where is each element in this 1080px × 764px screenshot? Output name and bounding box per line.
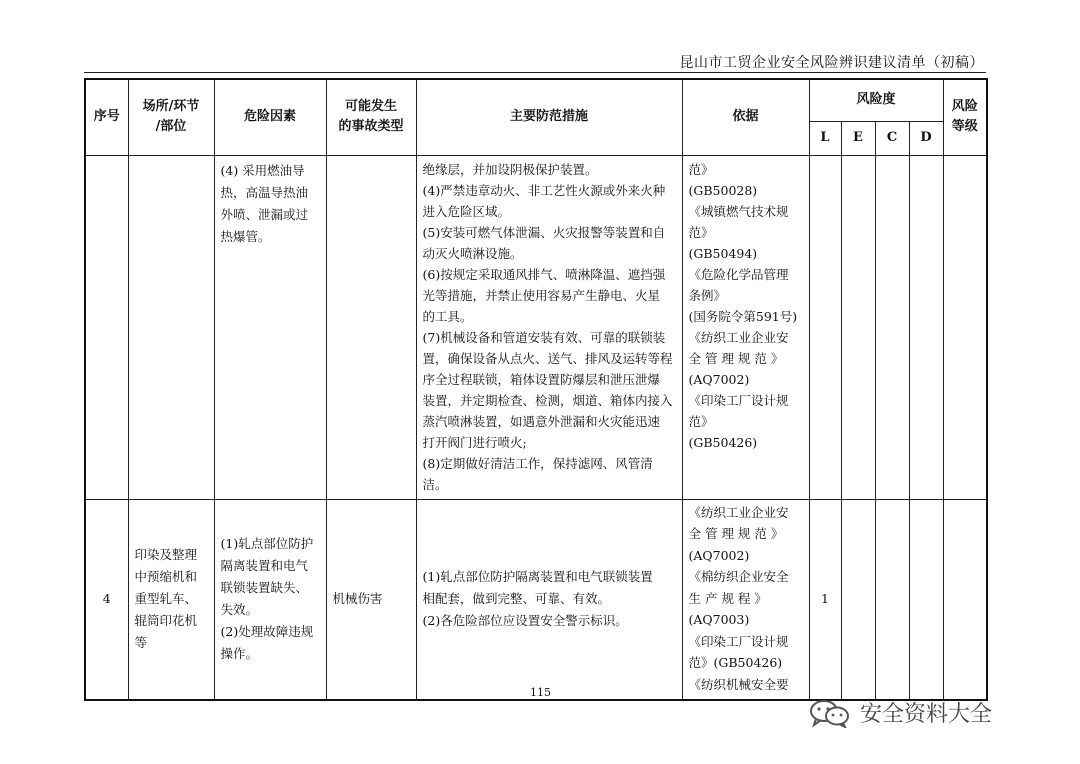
header-measures: 主要防范措施: [416, 79, 682, 155]
cell-place: [129, 156, 214, 164]
watermark-text: 安全资料大全: [860, 702, 993, 727]
cell-L: 1: [821, 591, 829, 607]
cell-serial: [86, 156, 128, 164]
cell-L: [810, 156, 841, 164]
cell-basis: 范》 (GB50028) 《城镇燃气技术规 范》 (GB50494) 《危险化学品管理 条例》 (国务院令第591号) 《纺织工业企业安 全 管 理 规 范 》 (AQ7002) 《印染工厂设计规 范》 (GB50426): [688, 161, 798, 450]
cell-hazard: (4) 采用燃油导 热，高温导热油 外喷、泄漏或过 热爆管。: [220, 162, 309, 244]
header-L: L: [809, 121, 841, 155]
header-basis: 依据: [682, 79, 809, 155]
cell-basis: 《纺织工业企业安 全 管 理 规 范 》 (AQ7002) 《棉纺织企业安全 生 产 规 程 》 (AQ7003) 《印染工厂设计规 范》(GB50426) 《纺织机械安全要: [688, 504, 789, 692]
cell-C: [876, 156, 909, 164]
cell-risk-level: [944, 156, 987, 164]
cell-D: [910, 156, 943, 164]
header-serial: 序号: [85, 79, 128, 155]
cell-accident-type: [327, 156, 416, 164]
watermark: [808, 697, 992, 728]
risk-table: [84, 78, 988, 701]
header-place: 场所/环节 /部位: [128, 79, 214, 155]
header-D: D: [909, 121, 943, 155]
document-header-title: 昆山市工贸企业安全风险辨识建议清单（初稿）: [679, 55, 984, 71]
cell-E: [842, 595, 875, 603]
header-divider: [84, 72, 986, 73]
page-number: 115: [530, 686, 551, 699]
table-row: [85, 499, 987, 700]
cell-place: 印染及整理 中预缩机和 重型轧车、 辊筒印花机 等: [134, 547, 198, 651]
header-hazard: 危险因素: [214, 79, 326, 155]
header-C: C: [875, 121, 909, 155]
header-E: E: [841, 121, 875, 155]
cell-measures: (1)轧点部位防护隔离装置和电气联锁装置 相配套，做到完整、可靠、有效。 (2)各危险部位应设置安全警示标识。: [422, 569, 653, 629]
header-risk-degree: 风险度: [809, 79, 943, 121]
header-risk-level: 风险 等级: [943, 79, 987, 155]
cell-risk-level: [944, 595, 987, 603]
wechat-icon: [808, 698, 852, 728]
header-accident-type: 可能发生 的事故类型: [326, 79, 416, 155]
table-row: [85, 155, 987, 499]
cell-accident-type: 机械伤害: [332, 591, 383, 607]
cell-serial: 4: [102, 591, 111, 607]
cell-E: [842, 156, 875, 164]
cell-hazard: (1)轧点部位防护 隔离装置和电气 联锁装置缺失、 失效。 (2)处理故障违规 操作。: [220, 536, 314, 662]
cell-measures: 绝缘层，并加设阴极保护装置。 (4)严禁违章动火、非工艺性火源或外来火种 进入危险区域。 (5)安装可燃气体泄漏、火灾报警等装置和自 动灭火喷淋设施。 (6)按规定采取通风排气、喷淋降温、遮挡强 光等措施，并禁止使用容易产生静电、火星 的工具。 (7)机械设备和管道安装有效、可靠的联锁装 置，确保设备从点火、送气、排风及运转等程 序全过程联锁，箱体设置防爆层和泄压泄爆 装置，并定期检查、检测，烟道、箱体内接入 蒸汽喷淋装置，如遇意外泄漏和火灾能迅速 打开阀门进行喷火; (8)定期做好清洁工作，保持滤网、风管清洁。: [422, 161, 673, 492]
cell-C: [876, 595, 909, 603]
cell-D: [910, 595, 943, 603]
